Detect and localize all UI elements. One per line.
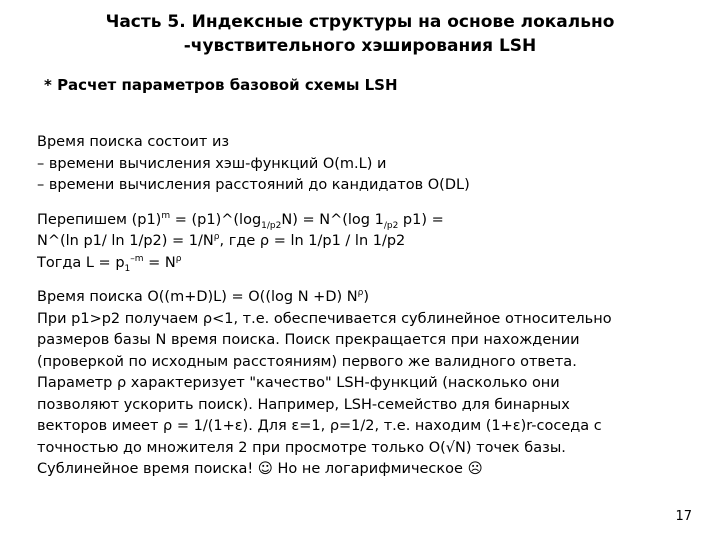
title-line-1: Часть 5. Индексные структуры на основе локально bbox=[105, 12, 615, 32]
title-line-2: -чувствительного хэширования LSH bbox=[183, 36, 537, 56]
analysis-line: размеров базы N время поиска. Поиск прекращается при нахождении bbox=[37, 332, 580, 348]
analysis-line: точностью до множителя 2 при просмотре только O(√N) точек базы. bbox=[37, 439, 566, 456]
analysis-line-1: Время поиска O((m+D)L) = O((log N +D) $N^\rho$) bbox=[37, 288, 369, 305]
formula-line-3: Тогда $L = p_1^{-m} = N^\rho$ bbox=[37, 253, 182, 274]
intro-line: – времени вычисления расстояний до кандидатов O(DL) bbox=[37, 177, 470, 193]
slide-subtitle: * Расчет параметров базовой схемы LSH bbox=[44, 76, 398, 94]
page-number: 17 bbox=[675, 509, 692, 524]
analysis-line: Сублинейное время поиска! ☺ Но не логарифмическое ☹ bbox=[37, 461, 483, 477]
analysis-line: позволяют ускорить поиск). Например, LSH-семейство для бинарных bbox=[37, 396, 570, 413]
formula-line-2: N^(ln p1/ $\ln 1/p2) = 1/N^\rho$, где ρ = ln 1/p1 / ln 1/p2 bbox=[37, 232, 406, 249]
analysis-line: Параметр ρ характеризует "качество" LSH-функций (насколько они bbox=[37, 375, 560, 391]
formula-line-1: Перепишем $(p1)^m$ = $(p1)\^{}(\log_{1/p2}N)$ = N^(log $1_{/p2}$ p1) = bbox=[37, 210, 444, 231]
intro-line: Время поиска состоит из bbox=[37, 134, 230, 150]
analysis-line: При p1>p2 получаем ρ<1, т.е. обеспечивается сублинейное относительно bbox=[37, 310, 612, 327]
analysis-line: (проверкой по исходным расстояниям) первого же валидного ответа. bbox=[37, 353, 577, 370]
analysis-line: векторов имеет ρ = 1/(1+ε). Для ε=1, ρ=1/2, т.е. находим (1+ε)r-соседа с bbox=[37, 418, 602, 434]
slide-title bbox=[40, 10, 680, 58]
slide-body bbox=[37, 132, 707, 481]
intro-line: – времени вычисления хэш-функций O(m.L) и bbox=[37, 155, 387, 172]
